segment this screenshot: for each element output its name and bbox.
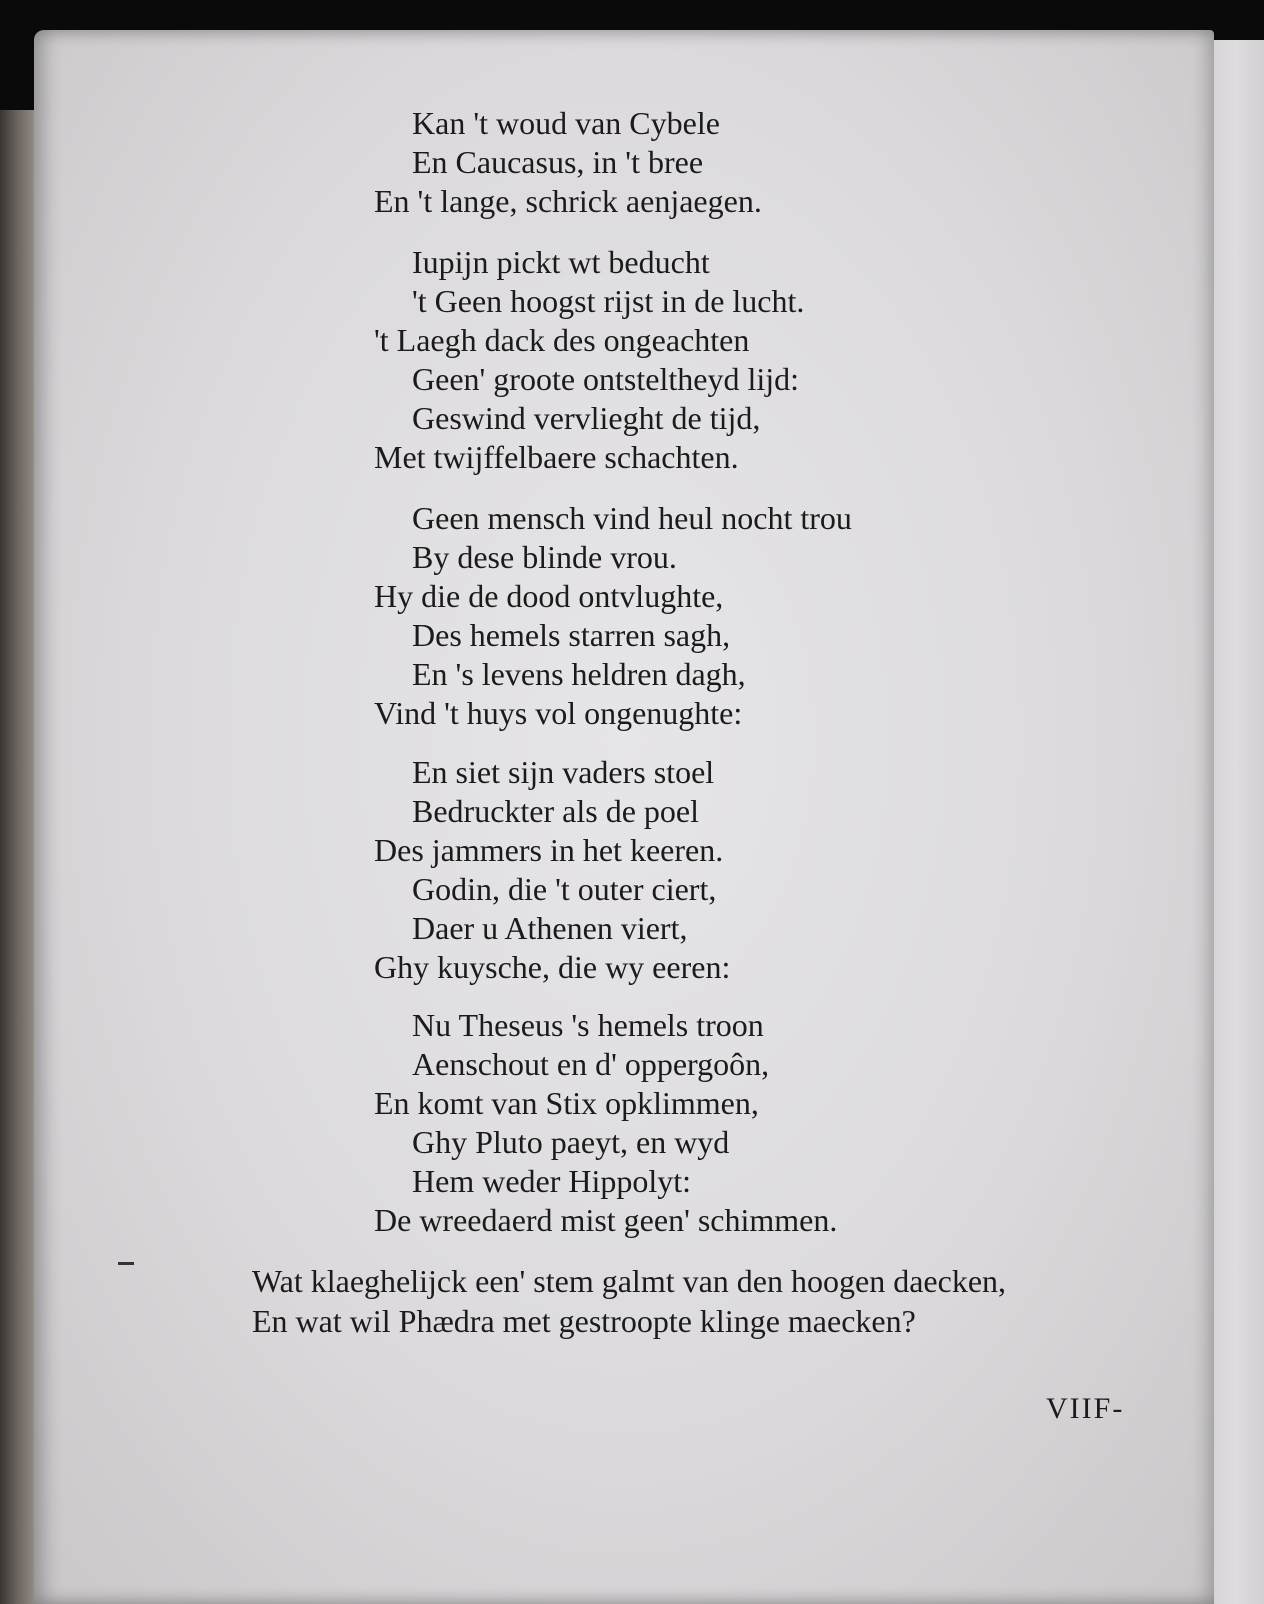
verse-line: Nu Theseus 's hemels troon [412,1007,764,1043]
closing-line: Wat klaeghelijck een' stem galmt van den hoogen daecken, [252,1263,1007,1299]
verse-line: Ghy Pluto paeyt, en wyd [412,1124,730,1160]
verse-line: Iupijn pickt wt beducht [412,244,710,280]
verse-line: En 't lange, schrick aenjaegen. [374,183,762,219]
verse-line: Vind 't huys vol ongenughte: [374,695,743,731]
verse-line: En siet sijn vaders stoel [412,754,715,790]
verse-line: By dese blinde vrou. [412,539,677,575]
verse-line: 't Laegh dack des ongeachten [374,322,750,358]
verse-line: Geswind vervlieght de tijd, [412,400,761,436]
verse-line: Bedruckter als de poel [412,793,699,829]
margin-dash [118,1262,134,1265]
verse-line: Daer u Athenen viert, [412,910,688,946]
closing-line: En wat wil Phædra met gestroopte klinge maecken? [252,1303,916,1339]
verse-line: Des jammers in het keeren. [374,832,724,868]
verse-line: En komt van Stix opklimmen, [374,1085,759,1121]
verse-line: De wreedaerd mist geen' schimmen. [374,1202,838,1238]
verse-line: Des hemels starren sagh, [412,617,731,653]
catchword: VIIF- [1046,1392,1125,1425]
verse-line: Godin, die 't outer ciert, [412,871,717,907]
verse-line: Met twijffelbaere schachten. [374,439,739,475]
verse-line: Ghy kuysche, die wy eeren: [374,949,731,985]
verse-line: 't Geen hoogst rijst in de lucht. [412,283,805,319]
verse-line: En Caucasus, in 't bree [412,144,704,180]
verse-line: Hem weder Hippolyt: [412,1163,692,1199]
verse-line: En 's levens heldren dagh, [412,656,746,692]
verse-line: Aenschout en d' oppergoôn, [412,1046,770,1082]
verse-line: Geen mensch vind heul nocht trou [412,500,852,536]
verse-line: Kan 't woud van Cybele [412,105,720,141]
verse-line: Geen' groote ontsteltheyd lijd: [412,361,800,397]
verse-line: Hy die de dood ontvlughte, [374,578,724,614]
